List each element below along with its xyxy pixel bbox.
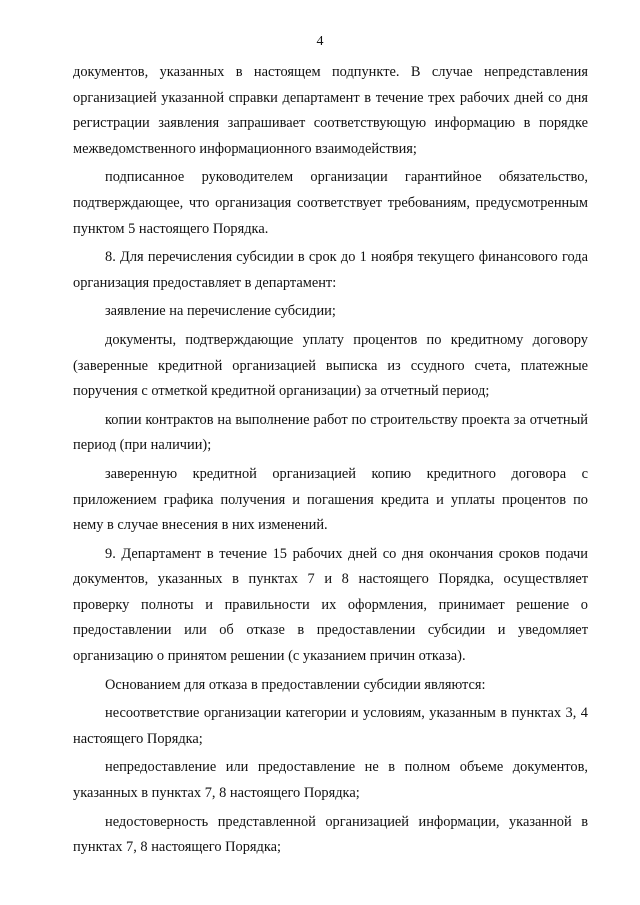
paragraph-guarantee-obligation: подписанное руководителем организации гарантийное обязательство, подтверждающее, что организация соответствует требованиям, предусмотренным пунктом 5 настоящего Порядка. — [73, 169, 588, 237]
paragraph-refusal-ground-category: несоответствие организации категории и условиям, указанным в пунктах 3, 4 настоящего Порядка; — [73, 705, 588, 747]
paragraph-contract-copies: копии контрактов на выполнение работ по строительству проекта за отчетный период (при наличии); — [73, 411, 588, 454]
document-body — [73, 60, 588, 864]
paragraph-refusal-ground-incomplete: непредоставление или предоставление не в полном объеме документов, указанных в пунктах 7, 8 настоящего Порядка; — [73, 759, 588, 802]
paragraph-loan-agreement-copy: заверенную кредитной организацией копию кредитного договора с приложением графика получения и погашения кредита и уплаты процентов по нему в случае внесения в них изменений. — [73, 465, 588, 534]
paragraph-refusal-ground-inaccuracy: недостоверность представленной организацией информации, указанной в пунктах 7, 8 настоящего Порядка; — [73, 813, 588, 856]
paragraph-transfer-application: заявление на перечисление субсидии; — [105, 303, 336, 320]
paragraph-interest-documents: документы, подтверждающие уплату процентов по кредитному договору (заверенные кредитной организацией выписка из ссудного счета, платежные поручения с отметкой кредитной организации) за отчетный период; — [73, 331, 588, 400]
paragraph-refusal-grounds-intro: Основанием для отказа в предоставлении субсидии являются: — [105, 676, 486, 693]
paragraph-continuation: документов, указанных в настоящем подпункте. В случае непредставления организацией указанной справки департамент в течение трех рабочих дней со дня регистрации заявления запрашивает соответствующую информацию в порядке межведомственного информационного взаимодействия; — [73, 64, 588, 157]
paragraph-item-9: 9. Департамент в течение 15 рабочих дней со дня окончания сроков подачи документов, указанных в пунктах 7 и 8 настоящего Порядка, осуществляет проверку полноты и правильности их оформления, принимает решение о предоставлении или об отказе в предоставлении субсидии и уведомляет организацию о принятом решении (с указанием причин отказа). — [73, 545, 588, 665]
page-number: 4 — [316, 34, 324, 49]
paragraph-item-8: 8. Для перечисления субсидии в срок до 1 ноября текущего финансового года организация предоставляет в департамент: — [73, 249, 588, 291]
